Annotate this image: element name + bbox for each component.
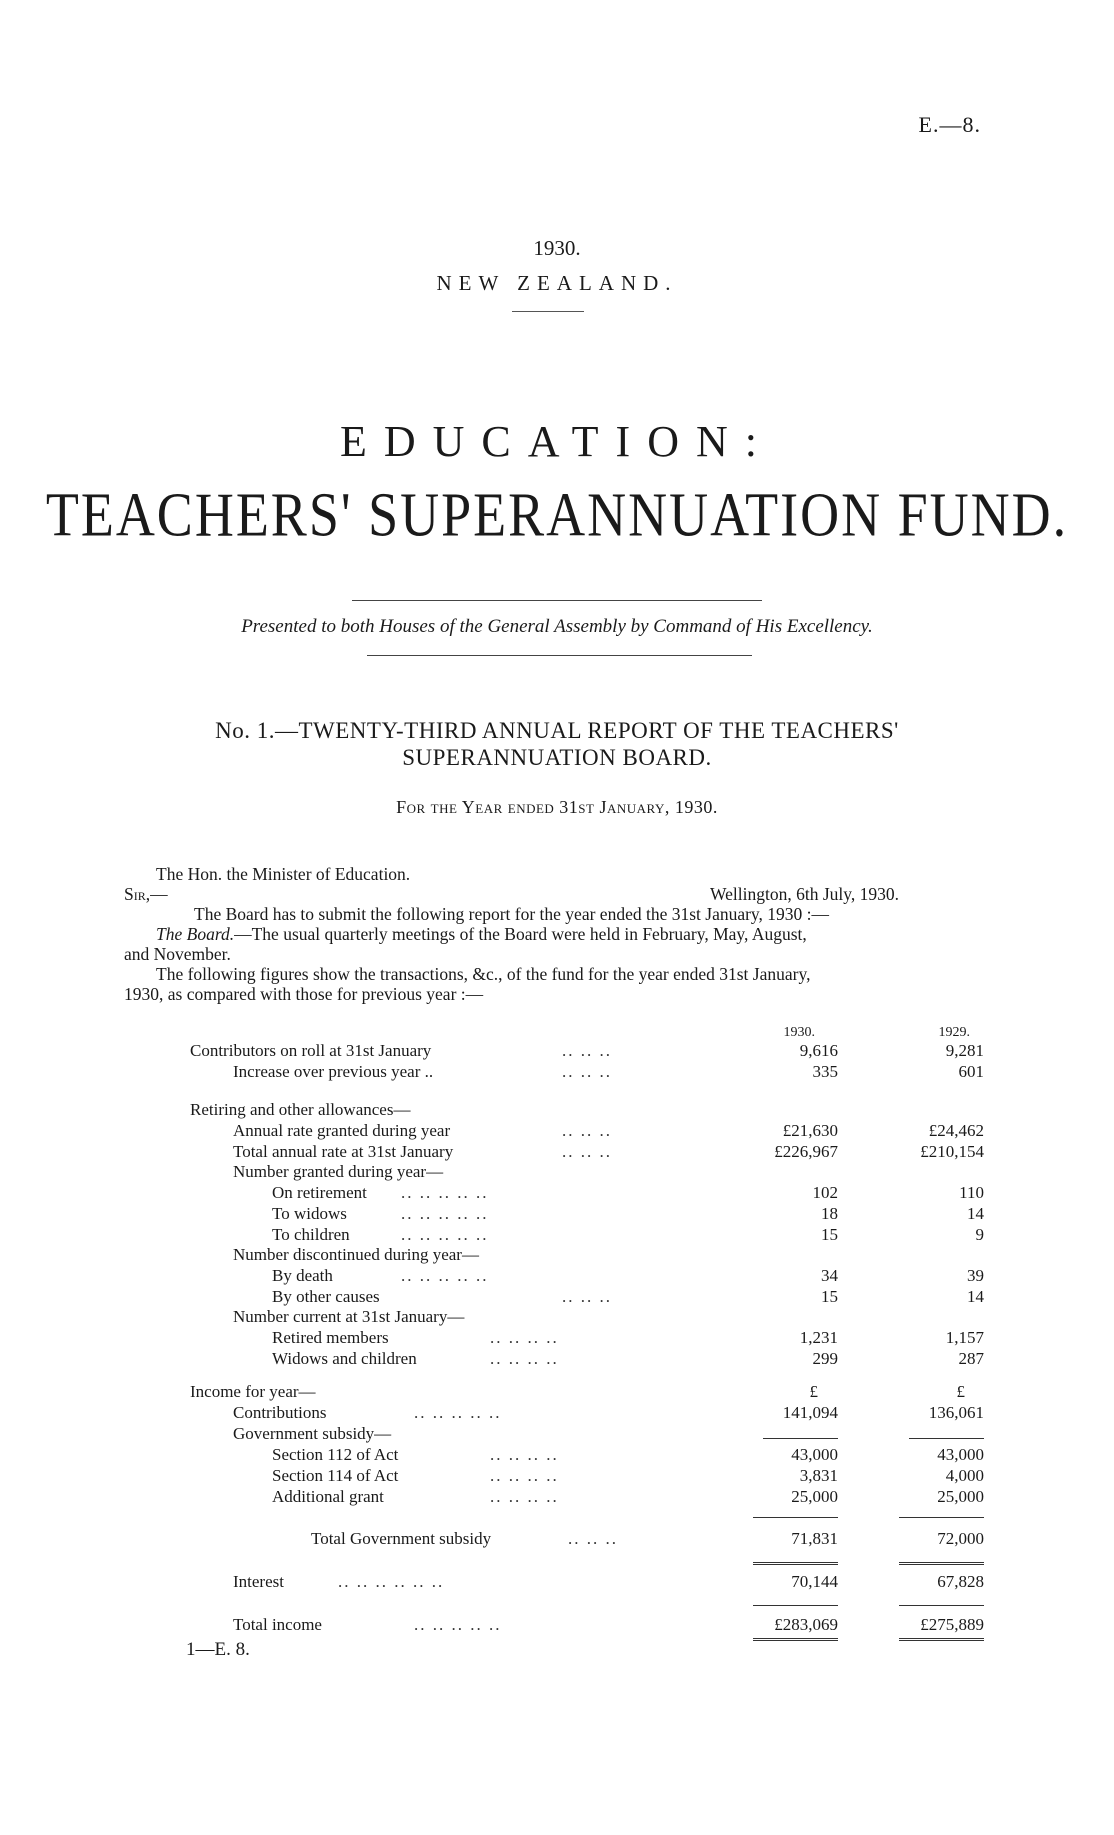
table-row: Retired members .. .. .. .. 1,231 1,157 bbox=[272, 1327, 984, 1347]
addressee: The Hon. the Minister of Education. bbox=[156, 864, 411, 884]
board-paragraph-line2: and November. bbox=[124, 944, 231, 964]
table-row: To widows .. .. .. .. .. 18 14 bbox=[272, 1203, 984, 1223]
figures-table bbox=[190, 1025, 990, 1647]
table-section-heading: Number discontinued during year— bbox=[233, 1245, 479, 1265]
table-row: Increase over previous year .. .. .. .. 335 601 bbox=[233, 1061, 984, 1081]
paragraph-submission: The Board has to submit the following report for the year ended the 31st January, 1930 :— bbox=[194, 904, 830, 924]
report-title-line1: No. 1.—TWENTY-THIRD ANNUAL REPORT OF THE TEACHERS' bbox=[215, 718, 899, 743]
main-heading: EDUCATION: bbox=[340, 417, 774, 466]
table-row: Annual rate granted during year .. .. .. £21,630 £24,462 bbox=[233, 1121, 984, 1141]
table-row: Interest .. .. .. .. .. .. 70,144 67,828 bbox=[233, 1571, 984, 1591]
board-lead: The Board. bbox=[156, 924, 235, 944]
figures-paragraph-line1: The following figures show the transactions, &c., of the fund for the year ended 31st January, bbox=[156, 964, 811, 984]
column-header-1930: 1930. bbox=[783, 1025, 815, 1040]
table-section-heading: Number granted during year— bbox=[233, 1162, 444, 1182]
table-row: Contributions .. .. .. .. .. 141,094 136,061 bbox=[233, 1403, 984, 1422]
column-header-1929: 1929. bbox=[938, 1025, 970, 1040]
table-section-heading: Government subsidy— bbox=[190, 1424, 990, 1446]
country-title: NEW ZEALAND. bbox=[436, 271, 678, 295]
table-row: Total annual rate at 31st January .. .. .. £226,967 £210,154 bbox=[233, 1141, 984, 1161]
table-section-heading: Income for year— £ £ bbox=[190, 1382, 965, 1402]
table-row: Additional grant .. .. .. .. 25,000 25,000 bbox=[272, 1486, 984, 1506]
table-row: By death .. .. .. .. .. 34 39 bbox=[272, 1265, 984, 1285]
table-row: Section 114 of Act .. .. .. .. 3,831 4,000 bbox=[272, 1465, 984, 1485]
table-row: To children .. .. .. .. .. 15 9 bbox=[272, 1224, 984, 1244]
document-year: 1930. bbox=[533, 236, 581, 260]
table-row: Widows and children .. .. .. .. 299 287 bbox=[272, 1348, 984, 1368]
report-period: For the Year ended 31st January, 1930. bbox=[396, 797, 718, 817]
figures-paragraph-line2: 1930, as compared with those for previous year :— bbox=[124, 984, 484, 1004]
place-date: Wellington, 6th July, 1930. bbox=[710, 884, 899, 904]
presented-rule-top bbox=[352, 600, 762, 601]
table-section-heading: Retiring and other allowances— bbox=[190, 1100, 411, 1120]
table-row: Section 112 of Act .. .. .. .. 43,000 43,000 bbox=[272, 1445, 984, 1465]
table-row: Contributors on roll at 31st January .. .. .. 9,616 9,281 bbox=[190, 1041, 984, 1060]
salutation: Sir,— bbox=[124, 884, 168, 904]
table-section-heading: Number current at 31st January— bbox=[233, 1307, 465, 1327]
table-row: On retirement .. .. .. .. .. 102 110 bbox=[272, 1183, 984, 1203]
table-total-row: Total income .. .. .. .. .. £283,069 £275,889 bbox=[233, 1614, 984, 1634]
title-divider bbox=[512, 311, 584, 312]
report-title-line2: SUPERANNUATION BOARD. bbox=[402, 745, 712, 770]
table-row: By other causes .. .. .. 15 14 bbox=[272, 1286, 984, 1306]
presented-line: Presented to both Houses of the General Assembly by Command of His Excellency. bbox=[241, 616, 873, 637]
table-total-row: Total Government subsidy .. .. .. 71,831 72,000 bbox=[311, 1529, 984, 1549]
document-reference: E.—8. bbox=[918, 112, 981, 137]
sub-heading: TEACHERS' SUPERANNUATION FUND. bbox=[45, 480, 1069, 550]
presented-rule-bottom bbox=[367, 655, 752, 656]
table-header-row bbox=[190, 1025, 990, 1041]
board-paragraph-line1: —The usual quarterly meetings of the Board were held in February, May, August, bbox=[234, 924, 807, 944]
page-footer: 1—E. 8. bbox=[186, 1639, 250, 1660]
